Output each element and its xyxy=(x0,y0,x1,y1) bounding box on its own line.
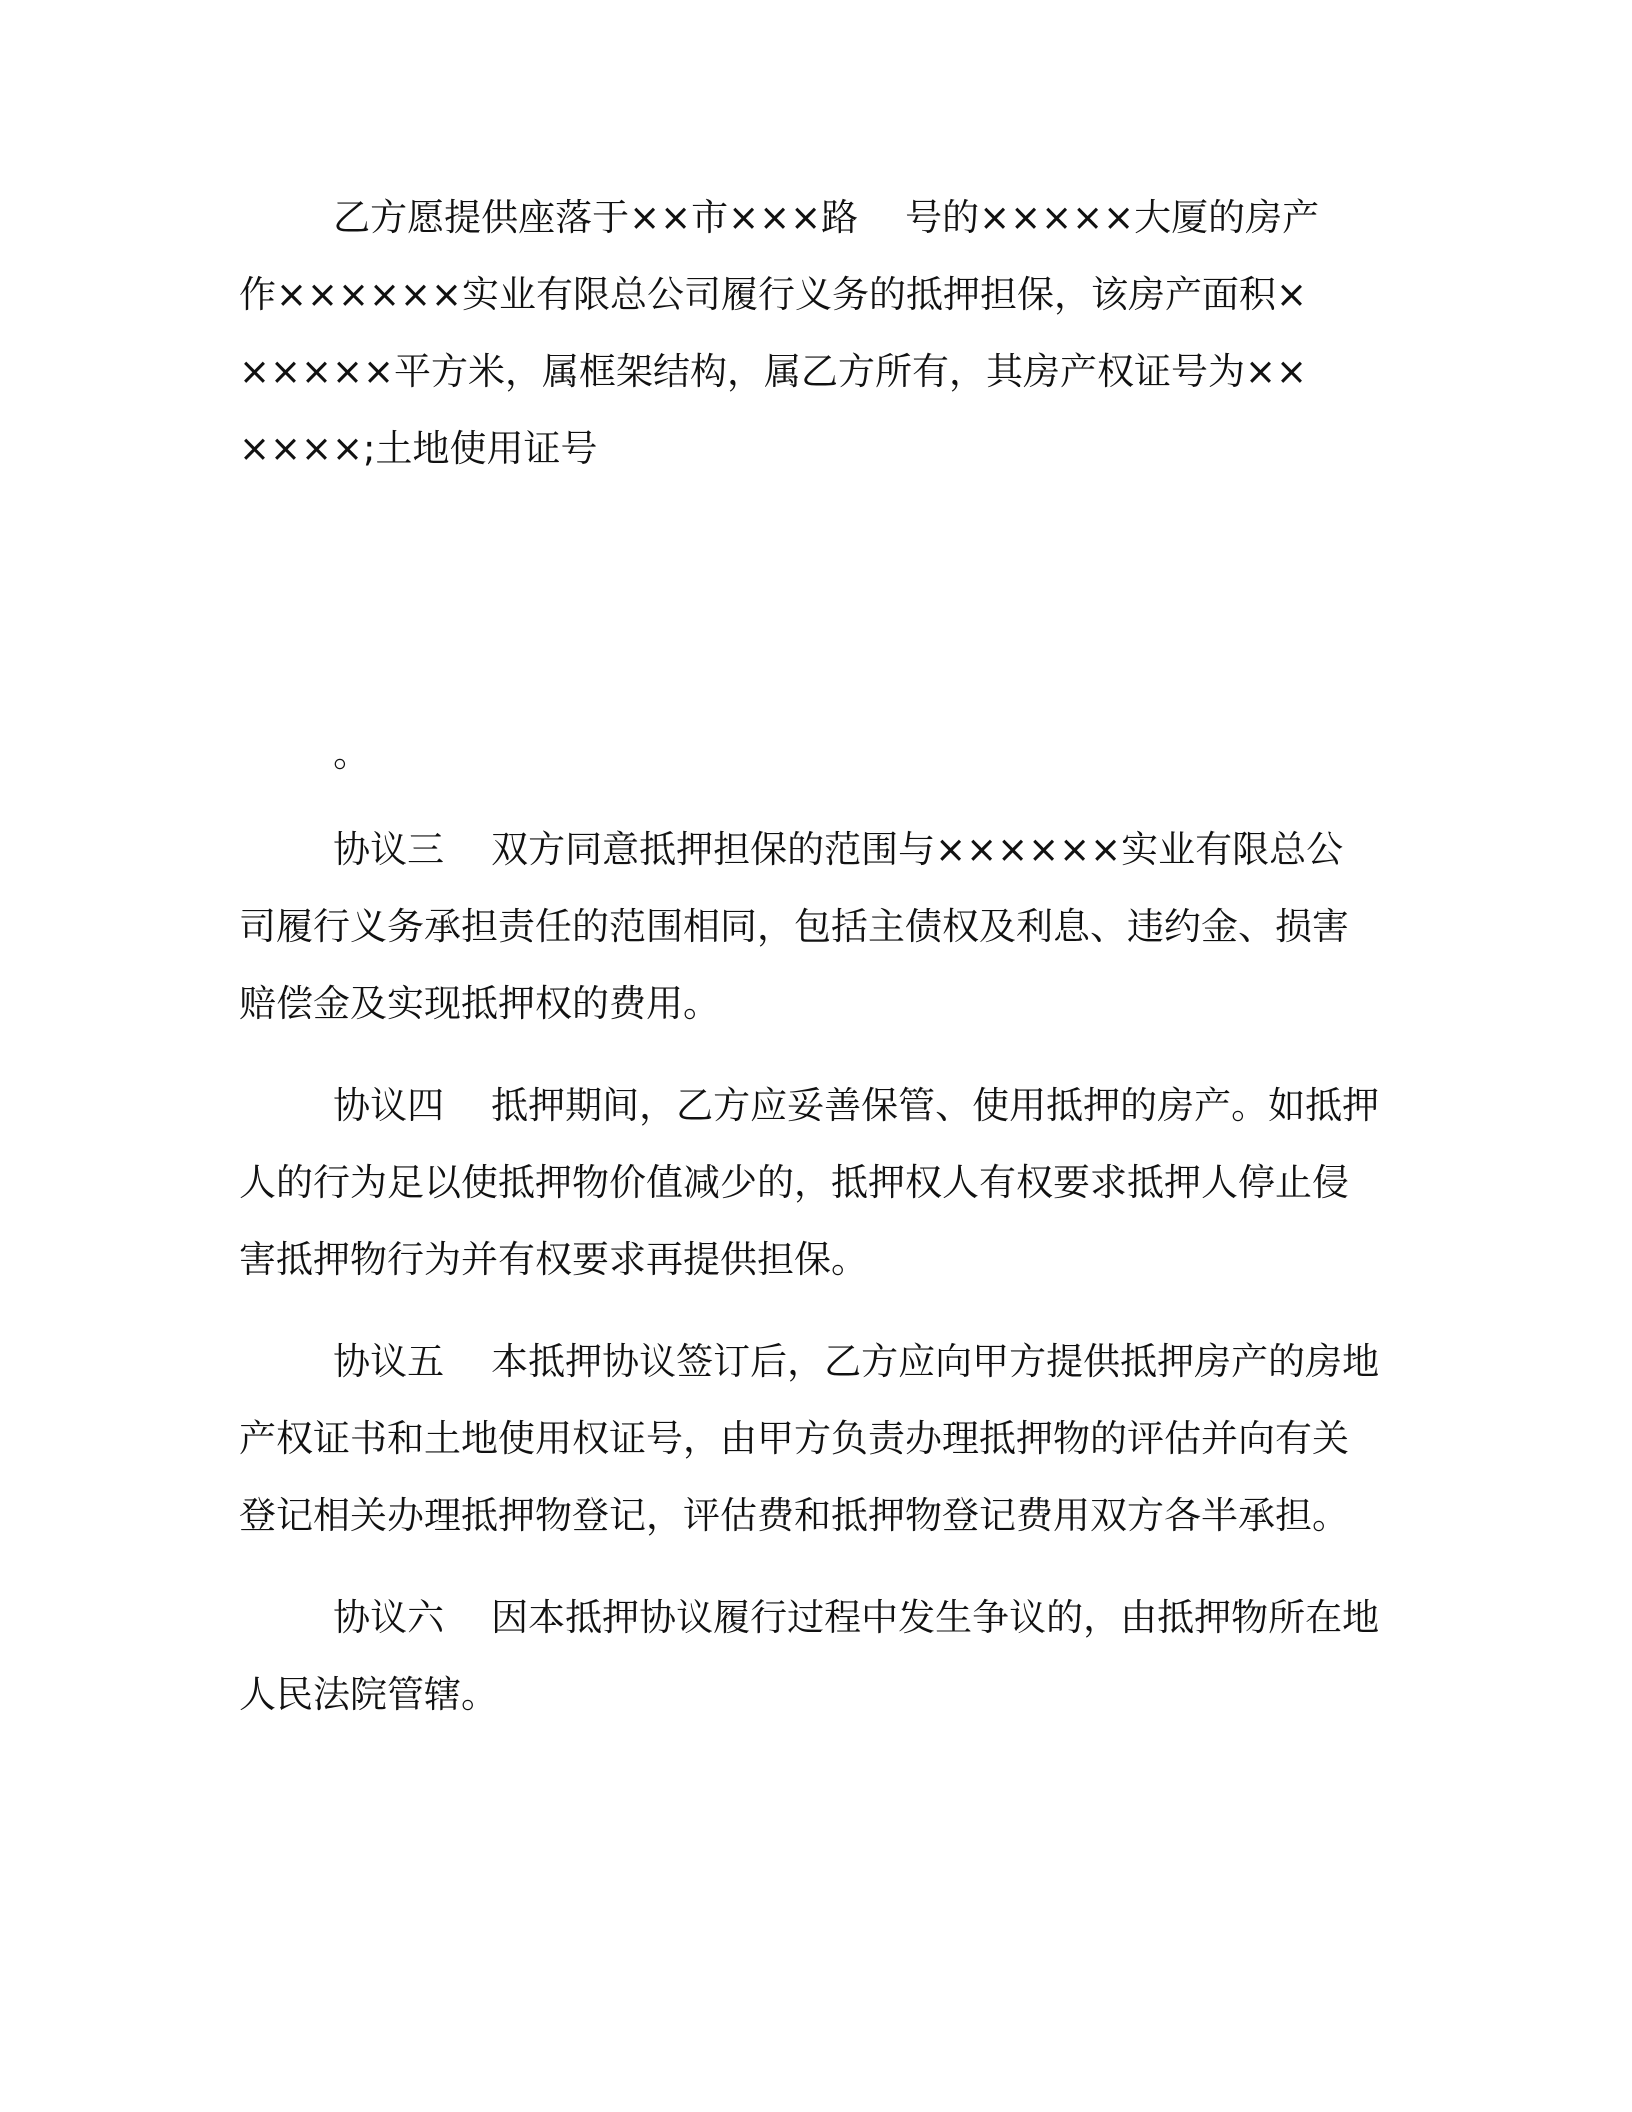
paragraph-1-line-1: 乙方愿提供座落于××市×××路 号的×××××大厦的房产 xyxy=(239,196,1320,239)
paragraph-1-line-2: 作××××××实业有限总公司履行义务的抵押担保，该房产面积× xyxy=(239,273,1308,316)
clause-4-line-2: 人的行为足以使抵押物价值减少的，抵押权人有权要求抵押人停止侵 xyxy=(239,1161,1349,1204)
clause-6-line-1: 协议六 因本抵押协议履行过程中发生争议的，由抵押物所在地 xyxy=(239,1596,1380,1639)
clause-4-line-1: 协议四 抵押期间，乙方应妥善保管、使用抵押的房产。如抵押 xyxy=(239,1084,1380,1127)
clause-3-line-1: 协议三 双方同意抵押担保的范围与××××××实业有限总公 xyxy=(239,828,1344,871)
clause-5-line-2: 产权证书和土地使用权证号，由甲方负责办理抵押物的评估并向有关 xyxy=(239,1417,1349,1460)
clause-6-line-2: 人民法院管辖。 xyxy=(239,1673,498,1716)
clause-4-line-3: 害抵押物行为并有权要求再提供担保。 xyxy=(239,1238,868,1281)
paragraph-1-line-4: ××××;土地使用证号 xyxy=(239,427,598,470)
clause-3-line-2: 司履行义务承担责任的范围相同，包括主债权及利息、违约金、损害 xyxy=(239,905,1349,948)
paragraph-1-line-3: ×××××平方米，属框架结构，属乙方所有，其房产权证号为×× xyxy=(239,350,1308,393)
clause-5-line-3: 登记相关办理抵押物登记，评估费和抵押物登记费用双方各半承担。 xyxy=(239,1494,1349,1537)
clause-3-line-3: 赔偿金及实现抵押权的费用。 xyxy=(239,982,720,1025)
clause-5-line-1: 协议五 本抵押协议签订后，乙方应向甲方提供抵押房产的房地 xyxy=(239,1340,1380,1383)
period-line: 。 xyxy=(239,732,371,775)
